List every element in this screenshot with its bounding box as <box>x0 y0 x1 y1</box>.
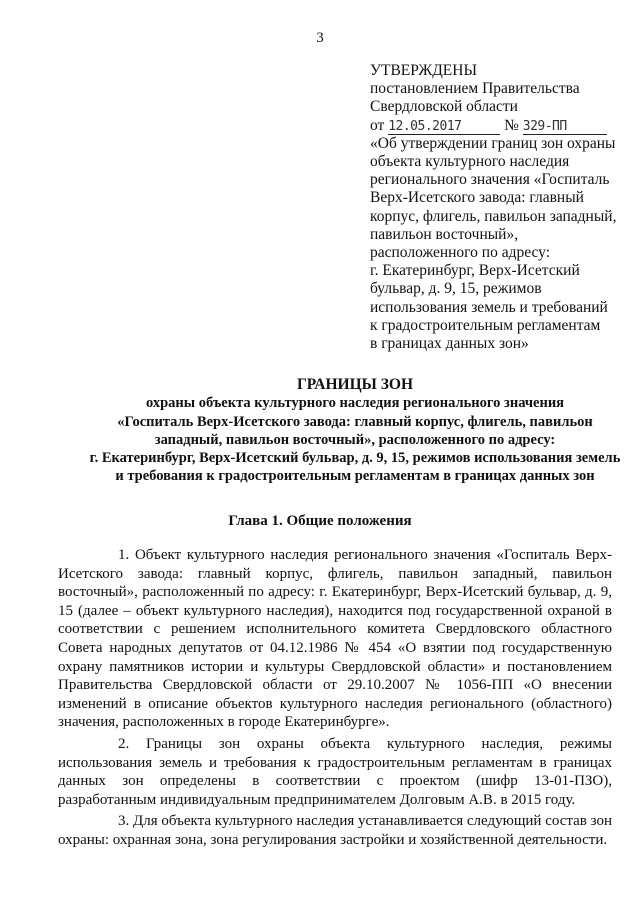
number-field <box>523 119 607 135</box>
paragraph-2: 2. Границы зон охраны объекта культурного наследия, режимы использования земель и требования к градостроительным регламентам в границах данных зон определены в соответствии с проектом (шифр 13-01-ПЗО), разработанным индивидуальным предпринимателем Долговым А.В. в 2015 году. <box>58 735 612 808</box>
document-body <box>58 546 612 853</box>
page-number: 3 <box>316 30 324 46</box>
date-field <box>388 119 500 135</box>
approval-date-line <box>370 117 620 135</box>
approval-subject-8: г. Екатеринбург, Верх-Исетский <box>370 262 580 280</box>
number-prefix: № <box>504 116 519 134</box>
approval-subject-7: расположенного по адресу: <box>370 244 550 262</box>
approval-line-1: постановлением Правительства <box>370 80 580 98</box>
document-heading <box>60 376 640 486</box>
approval-subject-11: к градостроительным регламентам <box>370 316 601 334</box>
approval-subject-6: павильон восточный», <box>370 225 519 243</box>
heading-line-2: «Госпиталь Верх-Исетского завода: главный корпус, флигель, павильон <box>117 413 593 430</box>
approval-subject-1: «Об утверждении границ зон охраны <box>370 134 616 152</box>
approval-subject-3: регионального значения «Госпиталь <box>370 171 610 189</box>
approval-subject-9: бульвар, д. 9, 15, режимов <box>370 280 542 298</box>
approval-subject-2: объекта культурного наследия <box>370 153 570 171</box>
approval-subject-5: корпус, флигель, павильон западный, <box>370 207 617 225</box>
approval-subject-4: Верх-Исетского завода: главный <box>370 189 584 207</box>
date-value: 12.05.2017 <box>388 118 462 134</box>
approval-subject-10: использования земель и требований <box>370 298 608 316</box>
approval-line-2: Свердловской области <box>370 98 518 116</box>
paragraph-1: 1. Объект культурного наследия регионального значения «Госпиталь Верх-Исетского завода: главный корпус, флигель, павильон западный, павильон восточный», расположенный по адресу: г. Екатеринбург, Верх-Исетский бульвар, д. 9, 15 (далее – объект культурного наследия), находится под государственной охраной в соответствии с решением исполнительного комитета Свердловского областного Совета народных депутатов от 04.12.1986 № 454 «О взятии под государственную охрану памятников истории и культуры Свердловской области» и постановлением Правительства Свердловской области от 29.10.2007 № 1056-ПП «О внесении изменений в описание объектов культурного наследия регионального (областного) значения, расположенных в городе Екатеринбурге». <box>58 547 612 731</box>
date-prefix: от <box>370 116 385 134</box>
paragraph-3: 3. Для объекта культурного наследия устанавливается следующий состав зон охраны: охранная зона, зона регулирования застройки и хозяйственной деятельности. <box>58 813 612 848</box>
approval-heading: УТВЕРЖДЕНЫ <box>370 62 477 79</box>
number-value: 329-ПП <box>522 118 567 134</box>
approval-block <box>370 62 620 353</box>
approval-subject-12: в границах данных зон» <box>370 335 529 353</box>
heading-line-3: западный, павильон восточный», расположенного по адресу: <box>154 431 556 448</box>
chapter-title: Глава 1. Общие положения <box>228 513 412 529</box>
heading-title: ГРАНИЦЫ ЗОН <box>296 376 414 393</box>
heading-line-5: и требования к градостроительным регламентам в границах данных зон <box>115 468 595 485</box>
heading-line-1: охраны объекта культурного наследия регионального значения <box>145 395 565 412</box>
heading-line-4: г. Екатеринбург, Верх-Исетский бульвар, д. 9, 15, режимов использования земель <box>89 450 621 467</box>
